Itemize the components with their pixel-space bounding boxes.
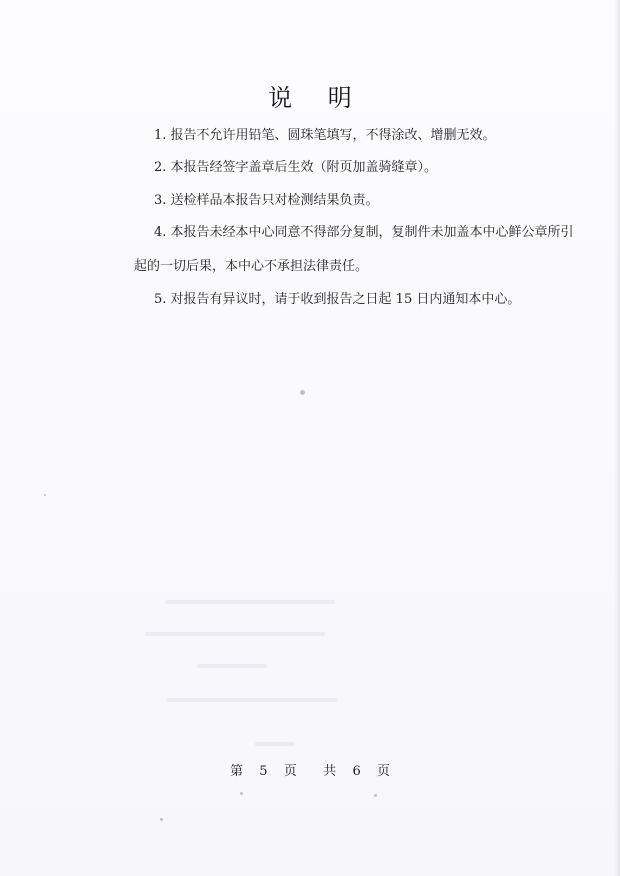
scan-speck: [240, 792, 243, 795]
note-item-5: 5. 对报告有异议时，请于收到报告之日起 15 日内通知本中心。: [154, 292, 521, 307]
note-item-4: 4. 本报告未经本中心同意不得部分复制，复制件未加盖本中心鲜公章所引: [154, 225, 574, 240]
reverse-side-bleed-through: [145, 594, 365, 754]
scan-speck: [160, 818, 163, 821]
total-number: 6: [352, 764, 361, 779]
total-label: 共: [323, 764, 337, 779]
page-title: 说 明: [268, 84, 366, 112]
note-item-2: 2. 本报告经签字盖章后生效（附页加盖骑缝章）。: [154, 160, 438, 175]
page-label: 第: [229, 764, 243, 779]
page-footer: [0, 760, 620, 779]
note-item-3: 3. 送检样品本报告只对检测结果负责。: [154, 193, 379, 208]
scan-speck: [374, 794, 377, 797]
total-unit: 页: [377, 764, 391, 779]
page-number: 5: [259, 764, 268, 779]
note-item-4-continued: 起的一切后果，本中心不承担法律责任。: [134, 259, 369, 274]
page-unit: 页: [283, 764, 297, 779]
note-item-1: 1. 报告不允许用铅笔、圆珠笔填写，不得涂改、增删无效。: [154, 128, 496, 143]
scan-edge-shadow: [614, 0, 620, 876]
scan-speck: [300, 390, 305, 395]
scan-speck: [44, 494, 46, 496]
